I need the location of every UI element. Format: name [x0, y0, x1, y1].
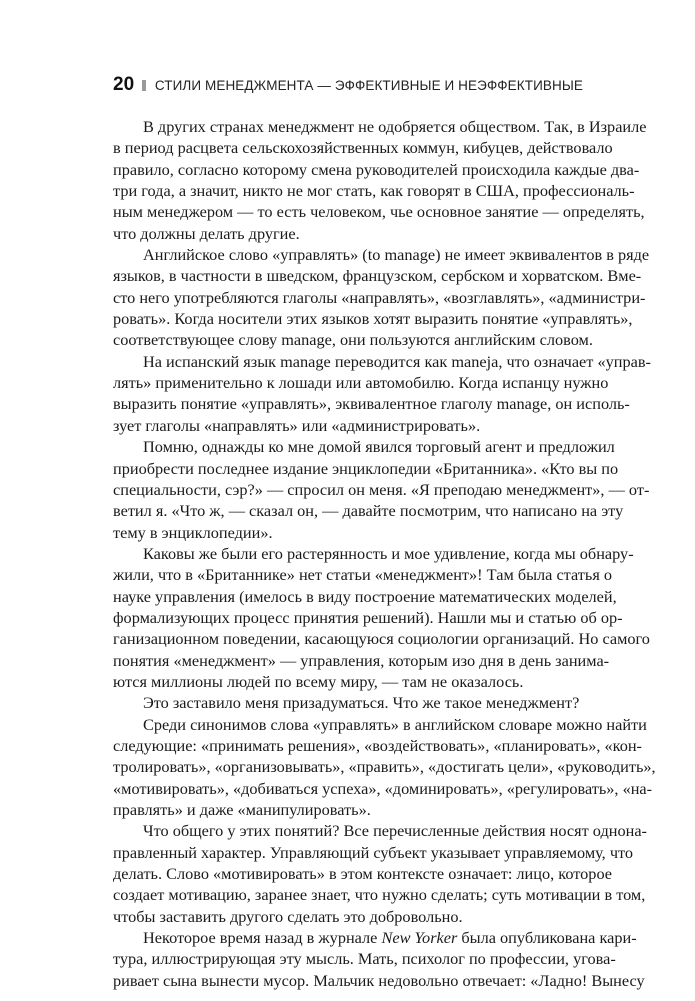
- text-line: зует глаголы «направлять» или «администрировать».: [113, 415, 481, 435]
- paragraph: [113, 244, 650, 351]
- text-line: приобрести последнее издание энциклопедии «Британника». «Кто вы по: [113, 458, 619, 478]
- text-line: специальности, сэр?» — спросил он меня. «Я преподаю менеджмент», — от-: [113, 479, 650, 499]
- text-line: Что общего у этих понятий? Все перечисленные действия носят однона-: [143, 821, 647, 841]
- text-line: Помню, однажды ко мне домой явился торговый агент и предложил: [143, 437, 615, 457]
- text-line: правлять» и даже «манипулировать».: [113, 800, 371, 819]
- page-number: 20: [113, 74, 135, 95]
- text-line: сто него употребляются глаголы «направлять», «возглавлять», «администри-: [113, 287, 646, 307]
- paragraph: [113, 116, 647, 244]
- text-line: [113, 927, 637, 948]
- text-line: правило, согласно которому смена руководителей происходила каждые два-: [113, 159, 640, 179]
- text-line: жили, что в «Британнике» нет статьи «менеджмент»! Там была статья о: [113, 565, 613, 585]
- text-line: в период расцвета сельскохозяйственных коммун, кибуцев, действовало: [113, 138, 613, 158]
- text-line: На испанский язык manage переводится как maneja, что означает «управ-: [143, 351, 651, 371]
- running-header: [113, 73, 583, 97]
- text-line: ровать». Когда носители этих языков хотят выразить понятие «управлять»,: [113, 309, 633, 329]
- text-line: тролировать», «организовывать», «править», «достигать цели», «руководить»,: [113, 757, 656, 777]
- text-line: В других странах менеджмент не одобряется обществом. Так, в Израиле: [143, 117, 647, 136]
- text-line: следующие: «принимать решения», «воздействовать», «планировать», «кон-: [113, 735, 642, 755]
- body-text: [113, 116, 656, 991]
- text-line: Среди синонимов слова «управлять» в английском словаре можно найти: [143, 714, 647, 734]
- text-line: языков, в частности в шведском, французском, сербском и хорватском. Вме-: [113, 266, 642, 286]
- text-line: правленный характер. Управляющий субъект указывает управляемому, что: [113, 842, 634, 862]
- text-line: Каковы же были его растерянность и мое удивление, когда мы обнару-: [143, 543, 634, 563]
- paragraph: [113, 927, 645, 991]
- text-line: три года, а значит, никто не мог стать, как говорят в США, профессиональ-: [113, 181, 635, 201]
- running-title: СТИЛИ МЕНЕДЖМЕНТА — ЭФФЕКТИВНЫЕ И НЕЭФФЕКТИВНЫЕ: [154, 77, 583, 93]
- paragraph: [113, 820, 647, 927]
- paragraph: [113, 692, 583, 713]
- text-line: ным менеджером — то есть человеком, чье основное занятие — определять,: [113, 202, 645, 222]
- text-line: тему в энциклопедии».: [113, 522, 273, 542]
- text-line: формализующих процесс принятия решений). Нашли мы и статью об ор-: [113, 607, 623, 627]
- text-line: ганизационном поведении, касающуюся социологии организаций. Но самого: [113, 629, 650, 649]
- text-line: соответствующее слову manage, они пользуются английским словом.: [113, 330, 593, 350]
- text-line: лять» применительно к лошади или автомобилю. Когда испанцу нужно: [113, 373, 609, 393]
- text-line: создает мотивацию, заранее знает, что нужно сделать; суть мотивации в том,: [113, 885, 646, 905]
- text-line: ются миллионы людей по всему миру, — там не оказалось.: [113, 671, 524, 691]
- text-line: тура, иллюстрирующая эту мысль. Мать, психолог по профессии, угова-: [113, 949, 616, 969]
- paragraph: [113, 351, 651, 436]
- text-line: «мотивировать», «добиваться успеха», «доминировать», «регулировать», «на-: [113, 778, 653, 798]
- paragraph: [113, 714, 656, 821]
- text-line: ривает сына вынести мусор. Мальчик недовольно отвечает: «Ладно! Вынесу: [113, 970, 645, 990]
- text-run: Некоторое время назад в журнале: [143, 928, 382, 948]
- magazine-title: New Yorker: [381, 928, 458, 948]
- text-run: была опубликована кари-: [457, 928, 637, 948]
- paragraph: [113, 436, 650, 543]
- text-line: науке управления (имелось в виду построение математических моделей,: [113, 586, 617, 606]
- text-line: выразить понятие «управлять», эквивалентное глаголу manage, он исполь-: [113, 394, 630, 414]
- text-line: делать. Слово «мотивировать» в этом контексте означает: лицо, которое: [113, 864, 613, 884]
- text-line: что должны делать другие.: [113, 223, 300, 243]
- text-line: понятия «менеджмент» — управления, которым изо дня в день занима-: [113, 650, 610, 670]
- text-line: чтобы заставить другого сделать это добровольно.: [113, 906, 463, 926]
- text-line: Английское слово «управлять» (to manage) не имеет эквивалентов в ряде: [143, 245, 650, 265]
- header-square-ornament: [142, 80, 146, 91]
- text-line: ветил я. «Что ж, — сказал он, — давайте посмотрим, что написано на эту: [113, 501, 624, 521]
- paragraph: [113, 543, 650, 692]
- text-line: Это заставило меня призадуматься. Что же такое менеджмент?: [143, 693, 580, 713]
